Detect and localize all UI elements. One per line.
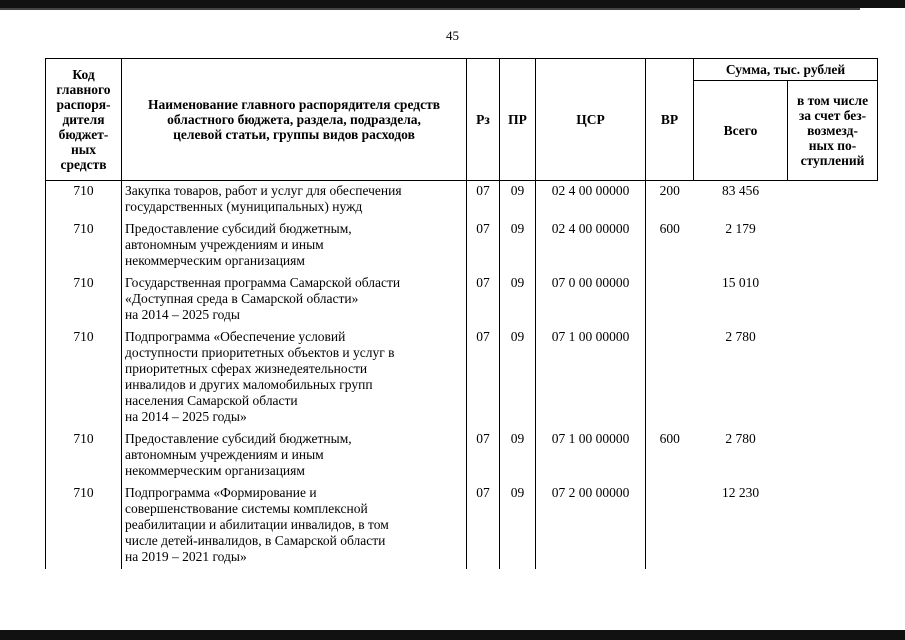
cell-name-line: автономным учреждениям и иным — [125, 447, 324, 462]
cell-csr: 07 1 00 00000 — [536, 329, 646, 431]
cell-name — [122, 485, 467, 569]
cell-name-line: на 2019 – 2021 годы» — [125, 549, 247, 564]
header-code: Код главного распоря- дителя бюджет- ных средств — [46, 59, 122, 181]
table-row — [46, 181, 878, 222]
cell-code: 710 — [46, 431, 122, 485]
budget-table — [45, 58, 878, 569]
cell-total: 12 230 — [721, 485, 760, 500]
cell-name-line: Предоставление субсидий бюджетным, — [125, 221, 352, 236]
cell-pr: 09 — [500, 221, 536, 275]
scan-border-top-shadow — [0, 8, 860, 10]
cell-pr: 09 — [500, 181, 536, 222]
cell-name-line: числе детей-инвалидов, в Самарской области — [125, 533, 386, 548]
cell-name — [122, 181, 467, 222]
table-row — [46, 431, 878, 485]
header-total: Всего — [694, 81, 788, 181]
cell-vr — [646, 275, 694, 329]
cell-vr: 600 — [646, 431, 694, 485]
cell-name-line: некоммерческим организациям — [125, 463, 305, 478]
cell-free — [788, 431, 878, 485]
cell-free — [788, 221, 878, 275]
cell-rz: 07 — [467, 485, 500, 569]
cell-code: 710 — [46, 485, 122, 569]
cell-name-line: приоритетных сферах жизнедеятельности — [125, 361, 368, 376]
cell-code: 710 — [46, 329, 122, 431]
cell-total: 83 456 — [721, 183, 760, 198]
cell-pr: 09 — [500, 431, 536, 485]
cell-rz: 07 — [467, 275, 500, 329]
cell-csr: 07 2 00 00000 — [536, 485, 646, 569]
cell-free — [788, 275, 878, 329]
cell-name — [122, 329, 467, 431]
scan-border-top — [0, 0, 905, 8]
cell-name — [122, 431, 467, 485]
table-body — [46, 181, 878, 570]
cell-name-line: некоммерческим организациям — [125, 253, 305, 268]
header-rz: Рз — [467, 59, 500, 181]
cell-name-line: Подпрограмма «Формирование и — [125, 485, 317, 500]
cell-pr: 09 — [500, 329, 536, 431]
page-number: 45 — [446, 28, 459, 43]
cell-total: 2 179 — [725, 221, 756, 236]
cell-name-line: Подпрограмма «Обеспечение условий — [125, 329, 346, 344]
cell-rz: 07 — [467, 329, 500, 431]
cell-code: 710 — [46, 181, 122, 222]
cell-vr — [646, 485, 694, 569]
header-pr: ПР — [500, 59, 536, 181]
cell-name-line: государственных (муниципальных) нужд — [125, 199, 363, 214]
cell-name-line: реабилитации и абилитации инвалидов, в том — [125, 517, 389, 532]
cell-name-line: доступности приоритетных объектов и услуг в — [125, 345, 395, 360]
cell-name — [122, 221, 467, 275]
cell-name-line: Государственная программа Самарской области — [125, 275, 401, 290]
cell-code: 710 — [46, 275, 122, 329]
cell-free — [788, 329, 878, 431]
cell-free — [788, 485, 878, 569]
table-header — [46, 59, 878, 181]
table-row — [46, 485, 878, 569]
cell-name-line: Закупка товаров, работ и услуг для обеспечения — [125, 183, 402, 198]
cell-rz: 07 — [467, 431, 500, 485]
cell-name-line: на 2014 – 2025 годы — [125, 307, 240, 322]
cell-vr — [646, 329, 694, 431]
cell-rz: 07 — [467, 181, 500, 222]
cell-name-line: Предоставление субсидий бюджетным, — [125, 431, 352, 446]
cell-rz: 07 — [467, 221, 500, 275]
cell-free — [788, 181, 878, 222]
cell-csr: 07 1 00 00000 — [536, 431, 646, 485]
header-sum: Сумма, тыс. рублей — [694, 59, 878, 81]
header-csr: ЦСР — [536, 59, 646, 181]
cell-pr: 09 — [500, 275, 536, 329]
cell-total: 15 010 — [721, 275, 760, 290]
cell-csr: 02 4 00 00000 — [536, 221, 646, 275]
cell-vr: 600 — [646, 221, 694, 275]
header-vr: ВР — [646, 59, 694, 181]
cell-vr: 200 — [646, 181, 694, 222]
header-free: в том числе за счет без- возмезд- ных по- ступлений — [788, 81, 878, 181]
cell-total: 2 780 — [725, 431, 756, 446]
cell-csr: 02 4 00 00000 — [536, 181, 646, 222]
cell-name-line: инвалидов и других маломобильных групп — [125, 377, 373, 392]
cell-csr: 07 0 00 00000 — [536, 275, 646, 329]
cell-name-line: на 2014 – 2025 годы» — [125, 409, 247, 424]
cell-pr: 09 — [500, 485, 536, 569]
cell-name — [122, 275, 467, 329]
cell-name-line: совершенствование системы комплексной — [125, 501, 368, 516]
table-row — [46, 275, 878, 329]
header-name: Наименование главного распорядителя средств областного бюджета, раздела, подраздела, целевой статьи, группы видов расходов — [122, 59, 467, 181]
cell-name-line: «Доступная среда в Самарской области» — [125, 291, 359, 306]
table-row — [46, 329, 878, 431]
cell-name-line: автономным учреждениям и иным — [125, 237, 324, 252]
cell-name-line: населения Самарской области — [125, 393, 298, 408]
cell-code: 710 — [46, 221, 122, 275]
scan-border-bottom — [0, 630, 905, 640]
table-row — [46, 221, 878, 275]
cell-total: 2 780 — [725, 329, 756, 344]
